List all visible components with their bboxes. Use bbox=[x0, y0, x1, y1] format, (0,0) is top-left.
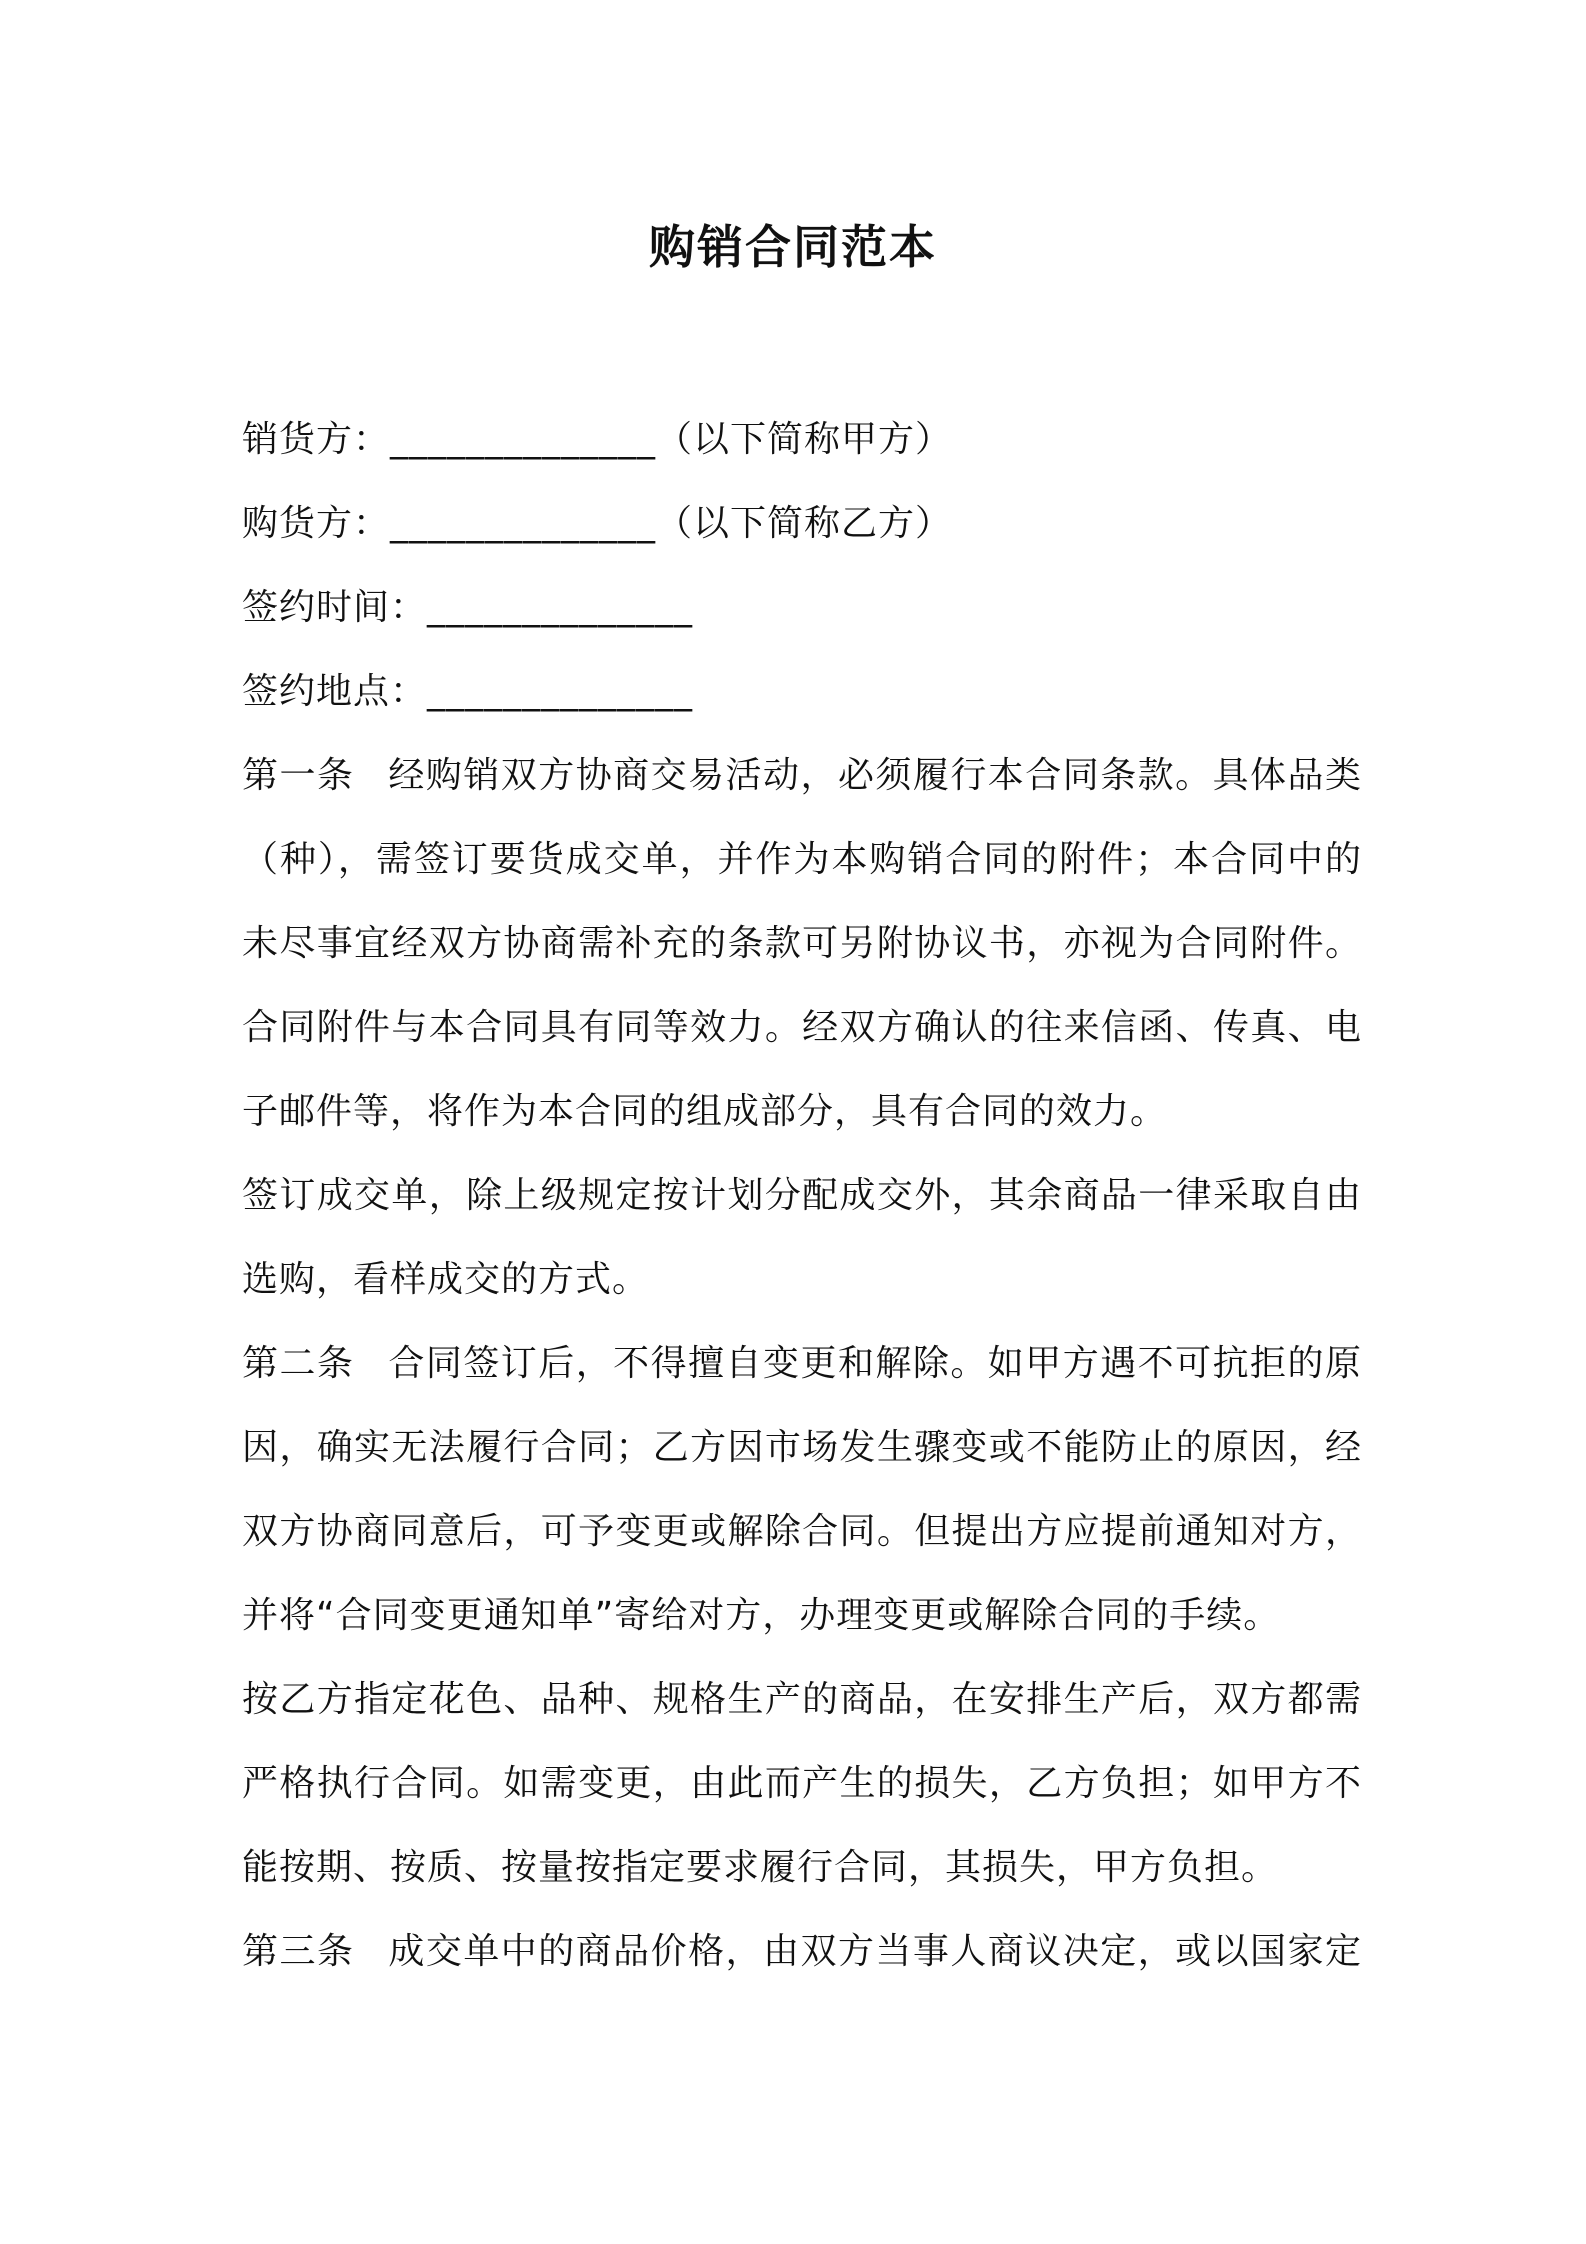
paragraph-4-line-1: 按乙方指定花色、品种、规格生产的商品，在安排生产后，双方都需 bbox=[242, 1679, 1362, 1720]
document-body bbox=[242, 398, 1362, 1994]
article-1-line-4: 合同附件与本合同具有同等效力。经双方确认的往来信函、传真、电 bbox=[242, 1007, 1362, 1048]
article-3-heading: 第三条 bbox=[242, 1931, 355, 1972]
article-2-line-4: 并将“合同变更通知单”寄给对方，办理变更或解除合同的手续。 bbox=[242, 1595, 1281, 1636]
buyer-blank: ______________ bbox=[390, 503, 657, 544]
paragraph-2-line-1: 签订成交单，除上级规定按计划分配成交外，其余商品一律采取自由 bbox=[242, 1175, 1362, 1216]
article-1-line-5: 子邮件等，将作为本合同的组成部分，具有合同的效力。 bbox=[242, 1091, 1168, 1132]
document-title: 购销合同范本 bbox=[649, 220, 937, 274]
article-1-line-2: （种），需签订要货成交单，并作为本购销合同的附件；本合同中的 bbox=[242, 839, 1362, 880]
buyer-label: 购货方： bbox=[242, 503, 391, 544]
seller-note: （以下简称甲方） bbox=[656, 419, 953, 460]
signing-place-line bbox=[242, 650, 1362, 734]
paragraph-2-line-2: 选购，看样成交的方式。 bbox=[242, 1259, 650, 1300]
signing-place-label: 签约地点： bbox=[242, 671, 428, 712]
seller-blank: ______________ bbox=[390, 419, 657, 460]
signing-time-line bbox=[242, 566, 1362, 650]
article-1-text: 经购销双方协商交易活动，必须履行本合同条款。具体品类 bbox=[388, 755, 1362, 796]
article-3-text: 成交单中的商品价格，由双方当事人商议决定，或以国家定 bbox=[388, 1931, 1362, 1972]
article-2-line-3: 双方协商同意后，可予变更或解除合同。但提出方应提前通知对方， bbox=[242, 1511, 1362, 1552]
article-3-line-1 bbox=[242, 1910, 1362, 1994]
seller-label: 销货方： bbox=[242, 419, 391, 460]
article-1-line-3: 未尽事宜经双方协商需补充的条款可另附协议书，亦视为合同附件。 bbox=[242, 923, 1362, 964]
article-2-heading: 第二条 bbox=[242, 1343, 355, 1384]
paragraph-4-line-2: 严格执行合同。如需变更，由此而产生的损失，乙方负担；如甲方不 bbox=[242, 1763, 1362, 1804]
article-1-line-1 bbox=[242, 734, 1362, 818]
buyer-note: （以下简称乙方） bbox=[656, 503, 953, 544]
article-1-heading: 第一条 bbox=[242, 755, 355, 796]
seller-line bbox=[242, 398, 1362, 482]
article-2-line-1 bbox=[242, 1322, 1362, 1406]
article-2-line-2: 因，确实无法履行合同；乙方因市场发生骤变或不能防止的原因，经 bbox=[242, 1427, 1362, 1468]
buyer-line bbox=[242, 482, 1362, 566]
signing-time-blank: ______________ bbox=[427, 587, 694, 628]
signing-time-label: 签约时间： bbox=[242, 587, 428, 628]
paragraph-4-line-3: 能按期、按质、按量按指定要求履行合同，其损失，甲方负担。 bbox=[242, 1847, 1279, 1888]
signing-place-blank: ______________ bbox=[427, 671, 694, 712]
article-2-text: 合同签订后，不得擅自变更和解除。如甲方遇不可抗拒的原 bbox=[388, 1343, 1362, 1384]
